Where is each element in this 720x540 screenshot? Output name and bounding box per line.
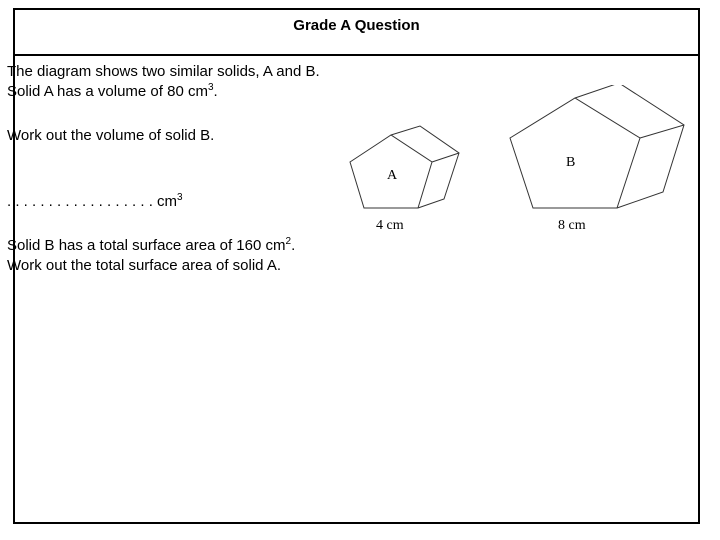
solid-b-front-face xyxy=(510,98,640,208)
question-line-3 xyxy=(7,126,214,146)
solid-a-label: A xyxy=(387,168,398,183)
solid-b-side-edge xyxy=(640,125,684,138)
solid-a-length-label: 4 cm xyxy=(376,218,404,233)
area-unit-exponent: 2 xyxy=(285,236,292,247)
volume-b-prompt: Work out the volume of solid B. xyxy=(7,127,215,144)
question-line-4 xyxy=(7,236,295,256)
answer-unit-exponent: 3 xyxy=(177,192,183,203)
answer-dots[interactable]: . . . . . . . . . . . . . . . . . . cm xyxy=(7,193,178,210)
solid-b xyxy=(510,85,684,208)
volume-unit-exponent: 3 xyxy=(207,82,214,93)
surface-area-b-text: Solid B has a total surface area of 160 cm xyxy=(7,237,286,254)
solid-a xyxy=(350,126,459,208)
surface-area-a-prompt: Work out the total surface area of solid A. xyxy=(7,257,282,274)
similar-solids-diagram xyxy=(330,85,700,245)
question-line-5 xyxy=(7,256,281,276)
solid-a-back-edges xyxy=(391,126,459,208)
question-line-1 xyxy=(7,62,320,82)
answer-line[interactable] xyxy=(7,192,183,212)
volume-a-period: . xyxy=(213,83,218,100)
surface-area-b-period: . xyxy=(291,237,296,254)
title-bar xyxy=(15,10,698,56)
question-text-1: The diagram shows two similar solids, A and B. xyxy=(7,63,320,80)
page-title: Grade A Question xyxy=(293,17,420,34)
solid-b-length-label: 8 cm xyxy=(558,218,586,233)
question-line-2 xyxy=(7,82,218,102)
solid-b-back-edges xyxy=(575,85,684,208)
solid-b-label: B xyxy=(566,155,576,170)
volume-a-text: Solid A has a volume of 80 cm xyxy=(7,83,208,100)
solid-a-side-edge xyxy=(432,153,459,162)
